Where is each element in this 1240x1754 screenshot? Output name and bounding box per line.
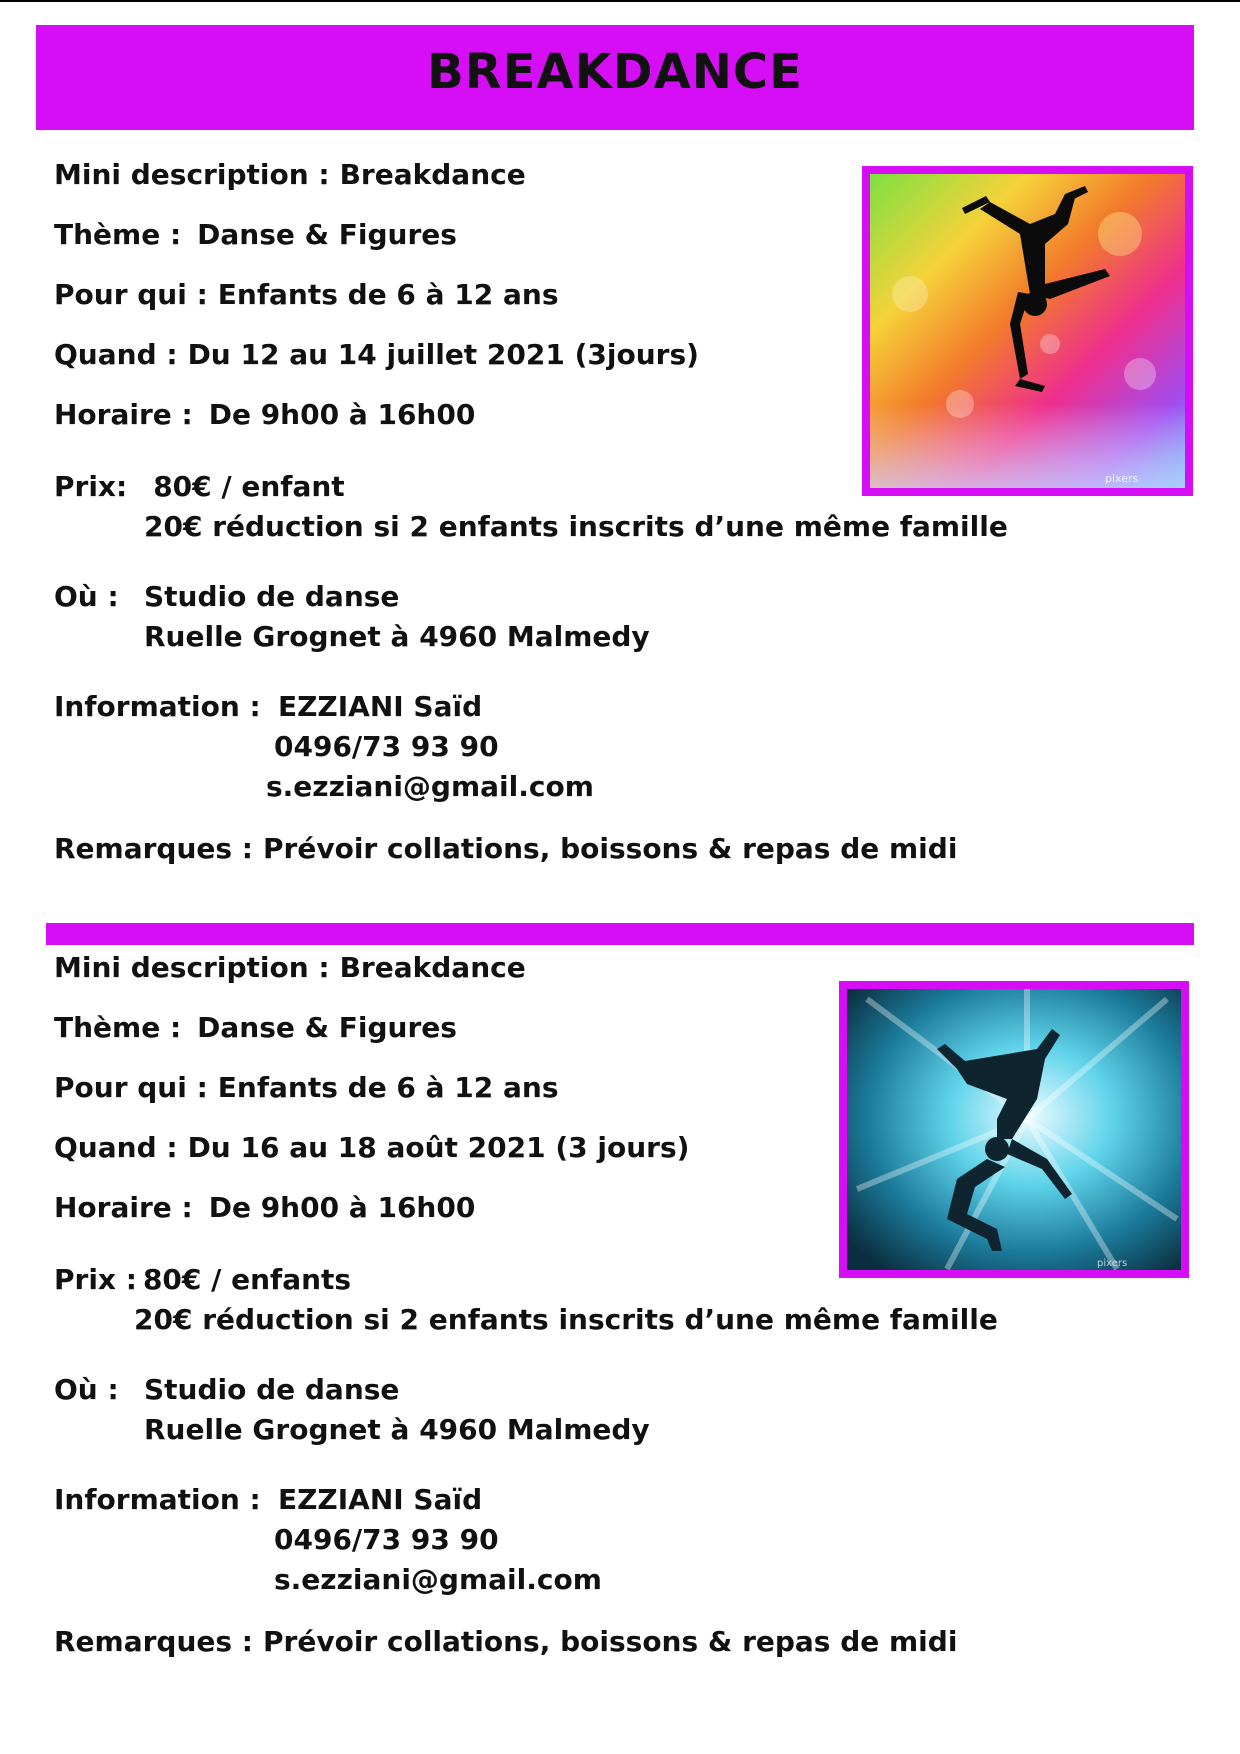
hours-label: Horaire : — [54, 398, 193, 431]
price-discount-note: 20€ réduction si 2 enfants inscrits d’une même famille — [144, 510, 1008, 543]
dates-label: Quand : — [54, 338, 178, 371]
price-row — [54, 1263, 351, 1296]
hours-row — [54, 1191, 475, 1224]
breakdancer-silhouette-icon — [847, 989, 1181, 1270]
image-watermark: pixers — [1097, 1258, 1128, 1269]
remarks-label: Remarques : — [54, 832, 254, 865]
hours-value: De 9h00 à 16h00 — [208, 1191, 476, 1224]
theme-row — [54, 1011, 457, 1044]
audience-label: Pour qui : — [54, 278, 208, 311]
dates-value: Du 16 au 18 août 2021 (3 jours) — [187, 1131, 690, 1164]
location-row — [54, 1373, 119, 1406]
mini-description-value: Breakdance — [339, 951, 526, 984]
page-title: BREAKDANCE — [427, 43, 803, 100]
price-label: Prix : — [54, 1263, 137, 1296]
audience-row — [54, 278, 559, 311]
location-venue: Studio de danse — [144, 580, 400, 613]
breakdancer-rainbow-image — [862, 166, 1193, 496]
remarks-row — [54, 1625, 957, 1658]
hours-label: Horaire : — [54, 1191, 193, 1224]
location-row — [54, 580, 119, 613]
top-border — [0, 0, 1240, 2]
section-divider — [46, 923, 1194, 945]
remarks-value: Prévoir collations, boissons & repas de midi — [263, 1625, 958, 1658]
price-label: Prix: — [54, 470, 128, 503]
remarks-row — [54, 832, 957, 865]
hours-value: De 9h00 à 16h00 — [208, 398, 476, 431]
contact-phone: 0496/73 93 90 — [274, 1523, 499, 1556]
contact-name: EZZIANI Saïd — [278, 1483, 483, 1516]
hours-row — [54, 398, 475, 431]
price-value: 80€ / enfant — [153, 470, 345, 503]
contact-label: Information : — [54, 1483, 261, 1516]
dates-value: Du 12 au 14 juillet 2021 (3jours) — [187, 338, 699, 371]
contact-label: Information : — [54, 690, 261, 723]
contact-phone: 0496/73 93 90 — [274, 730, 499, 763]
breakdancer-silhouette-icon — [870, 174, 1185, 488]
location-label: Où : — [54, 1373, 119, 1406]
image-watermark: pixers — [1105, 472, 1139, 485]
audience-value: Enfants de 6 à 12 ans — [217, 1071, 559, 1104]
dates-row — [54, 338, 699, 371]
location-address: Ruelle Grognet à 4960 Malmedy — [144, 620, 650, 653]
mini-description-row — [54, 951, 526, 984]
dates-row — [54, 1131, 689, 1164]
contact-name: EZZIANI Saïd — [278, 690, 483, 723]
theme-label: Thème : — [54, 1011, 182, 1044]
location-label: Où : — [54, 580, 119, 613]
contact-row — [54, 1483, 261, 1516]
breakdancer-blue-burst-image — [839, 981, 1189, 1278]
location-address: Ruelle Grognet à 4960 Malmedy — [144, 1413, 650, 1446]
contact-email: s.ezziani@gmail.com — [266, 770, 594, 803]
dates-label: Quand : — [54, 1131, 178, 1164]
audience-row — [54, 1071, 559, 1104]
mini-description-label: Mini description : — [54, 951, 330, 984]
theme-value: Danse & Figures — [197, 1011, 457, 1044]
title-banner — [36, 25, 1194, 130]
contact-email: s.ezziani@gmail.com — [274, 1563, 602, 1596]
location-venue: Studio de danse — [144, 1373, 400, 1406]
price-value: 80€ / enfants — [142, 1263, 352, 1296]
price-row — [54, 470, 345, 503]
audience-value: Enfants de 6 à 12 ans — [217, 278, 559, 311]
theme-row — [54, 218, 457, 251]
mini-description-label: Mini description : — [54, 158, 330, 191]
theme-label: Thème : — [54, 218, 182, 251]
price-discount-note: 20€ réduction si 2 enfants inscrits d’une même famille — [134, 1303, 998, 1336]
audience-label: Pour qui : — [54, 1071, 208, 1104]
mini-description-value: Breakdance — [339, 158, 526, 191]
theme-value: Danse & Figures — [197, 218, 457, 251]
remarks-value: Prévoir collations, boissons & repas de midi — [263, 832, 958, 865]
remarks-label: Remarques : — [54, 1625, 254, 1658]
mini-description-row — [54, 158, 526, 191]
contact-row — [54, 690, 261, 723]
